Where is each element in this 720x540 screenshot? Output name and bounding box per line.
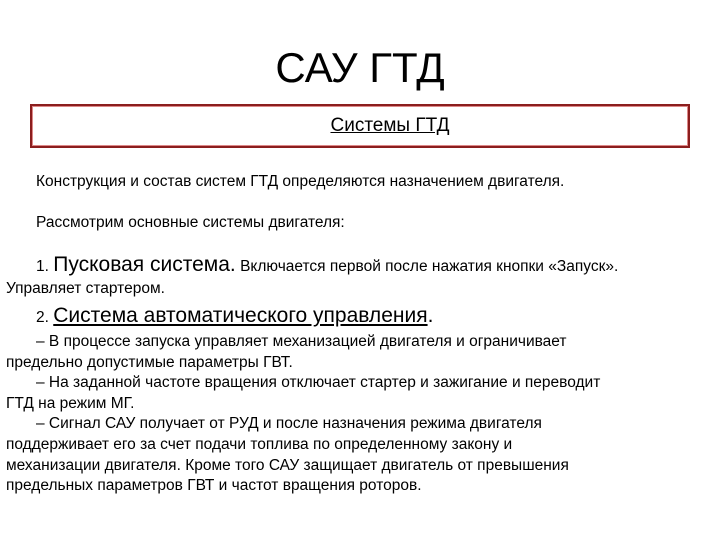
item-1-heading <box>36 255 618 277</box>
item-2-line: ГТД на режим МГ. <box>6 394 135 412</box>
item-2-body <box>6 332 712 497</box>
slide-title-text: САУ ГТД <box>275 44 445 91</box>
item-2-number: 2. <box>36 309 49 326</box>
item-1-description-continued: Управляет стартером. <box>6 280 165 297</box>
intro-paragraph-1: Конструкция и состав систем ГТД определяются назначением двигателя. <box>36 173 565 190</box>
item-2-name-end: . <box>427 304 434 327</box>
item-2-line: – В процессе запуска управляет механизацией двигателя и ограничивает <box>36 333 567 350</box>
item-1-number: 1. <box>36 258 49 275</box>
item-2-line: предельных параметров ГВТ и частот вращения роторов. <box>6 477 422 495</box>
item-1-description: Включается первой после нажатия кнопки «Запуск». <box>240 258 619 275</box>
item-2-line: механизации двигателя. Кроме того САУ защищает двигатель от превышения <box>6 456 569 474</box>
item-2-line: поддерживает его за счет подачи топлива по определенному закону и <box>6 435 513 453</box>
slide-title <box>0 40 720 96</box>
item-2-name: Система автоматического управления <box>53 304 428 327</box>
intro-paragraph-2: Рассмотрим основные системы двигателя: <box>36 214 345 231</box>
item-1-name: Пусковая система. <box>53 253 236 276</box>
item-2-heading <box>36 306 433 328</box>
item-2-line: – Сигнал САУ получает от РУД и после назначения режима двигателя <box>36 415 542 433</box>
item-2-line: предельно допустимые параметры ГВТ. <box>6 353 293 371</box>
subtitle-text: Системы ГТД <box>330 115 450 136</box>
item-2-line: – На заданной частоте вращения отключает стартер и зажигание и переводит <box>36 374 601 392</box>
subtitle-box <box>30 104 690 148</box>
